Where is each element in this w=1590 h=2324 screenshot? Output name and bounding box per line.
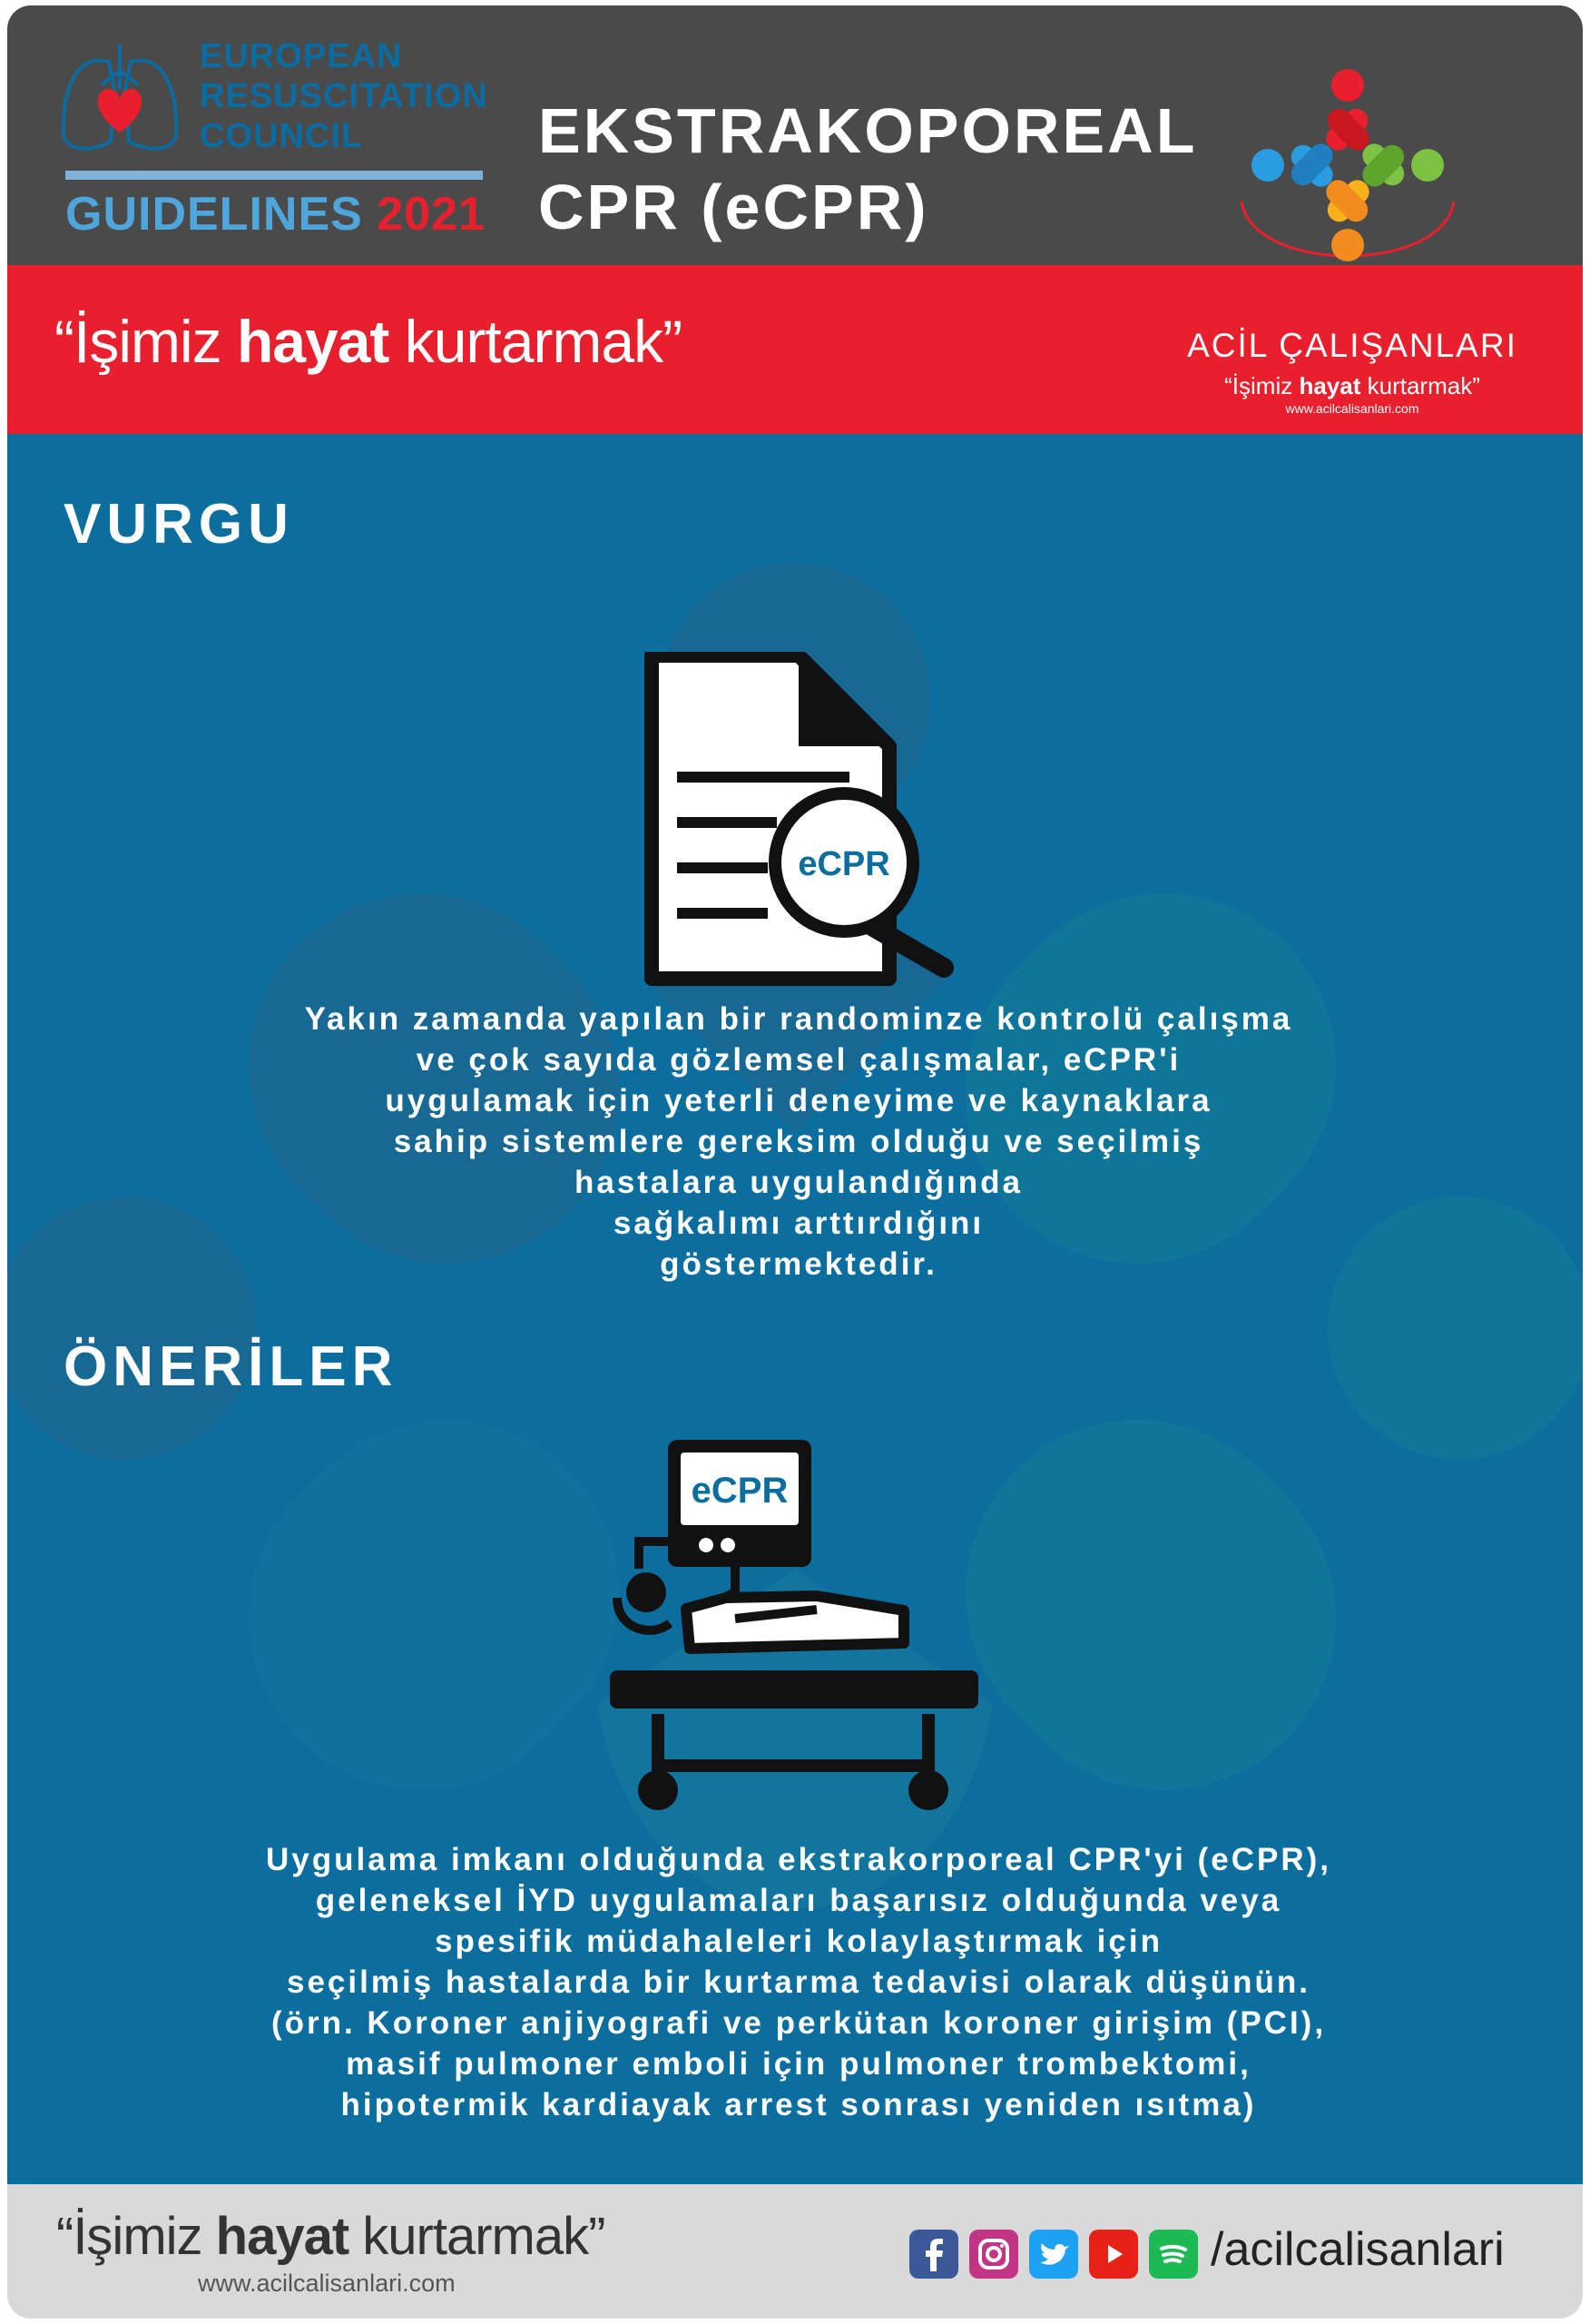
guidelines-year: 2021 [377,188,486,241]
brand-slogan [1180,372,1525,400]
section1-paragraph [236,999,1361,1285]
page-title [538,93,1197,245]
document-search-icon [626,652,962,990]
footer-slogan-open: “İşimiz [56,2207,216,2266]
acil-calisanlari-logo-icon [1216,65,1479,292]
section2-line: hipotermik kardiayak arrest sonrası yeniden ısıtma) [340,2087,1257,2122]
erc-divider [65,171,483,180]
monitor-label: eCPR [691,1471,789,1511]
section2-paragraph [227,1839,1370,2125]
slogan-close: kurtarmak” [388,308,682,375]
section2-line: Uygulama imkanı olduğunda ekstrakorporeal CPR'yi (eCPR), [265,1842,1332,1877]
section1-line: Yakın zamanda yapılan bir randominze kontrolü çalışma [304,1001,1293,1037]
section2-line: (örn. Koroner anjiyografi ve perkütan koroner girişim (PCI), [270,2005,1327,2041]
erc-logo [54,34,508,243]
section1-line: uygulamak için yeterli deneyime ve kaynaklara [385,1083,1212,1118]
section2-line: masif pulmoner emboli için pulmoner trombektomi, [346,2046,1251,2082]
slogan-open: “İşimiz [54,308,237,375]
erc-line-2: RESUSCITATION [200,77,488,115]
erc-line-3: COUNCIL [200,117,364,155]
social-handle[interactable]: /acilcalisanlari [1211,2223,1505,2276]
brand-slogan-close: kurtarmak” [1360,372,1480,399]
section2-line: seçilmiş hastalarda bir kurtarma tedavisi olarak düşünün. [286,1965,1311,2000]
guidelines-text: GUIDELINES [65,188,363,241]
lungs-heart-icon [54,34,191,162]
title-line-1: EKSTRAKOPOREAL [538,95,1198,166]
footer-url[interactable]: www.acilcalisanlari.com [198,2270,456,2297]
brand-url: www.acilcalisanlari.com [1285,401,1419,416]
ecmo-bed-icon [599,1433,989,1814]
instagram-icon[interactable] [969,2230,1018,2279]
brand-slogan-bold: hayat [1299,372,1361,399]
youtube-icon[interactable] [1089,2230,1138,2279]
footer-slogan-close: kurtarmak” [348,2207,605,2266]
footer-slogan [56,2206,604,2267]
erc-line-1: EUROPEAN [200,37,403,75]
footer-slogan-bold: hayat [215,2207,349,2266]
brand-name: ACİL ÇALIŞANLARI [1187,327,1517,364]
twitter-icon[interactable] [1029,2230,1078,2279]
section-title-oneriler: ÖNERİLER [64,1335,398,1398]
section1-line: göstermektedir. [660,1246,937,1282]
title-line-2: CPR (eCPR) [538,172,929,242]
section2-line: spesifik müdahaleleri kolaylaştırmak için [435,1924,1163,1959]
spotify-icon[interactable] [1149,2230,1198,2279]
section1-line: hastalara uygulandığında [574,1165,1024,1200]
section1-line: sağkalımı arttırdığını [613,1206,985,1241]
section2-line: geleneksel İYD uygulamaları başarısız olduğunda veya [315,1883,1282,1918]
section1-line: sahip sistemlere gereksim olduğu ve seçilmiş [393,1124,1204,1159]
doc-icon-label: eCPR [798,845,890,883]
section-title-vurgu: VURGU [64,493,294,556]
brand-slogan-open: “İşimiz [1224,372,1300,399]
slogan-bold: hayat [236,308,389,375]
slogan [54,307,682,376]
section1-line: ve çok sayıda gözlemsel çalışmalar, eCPR'i [416,1042,1182,1078]
facebook-icon[interactable] [909,2230,958,2279]
guidelines-label [65,187,486,241]
